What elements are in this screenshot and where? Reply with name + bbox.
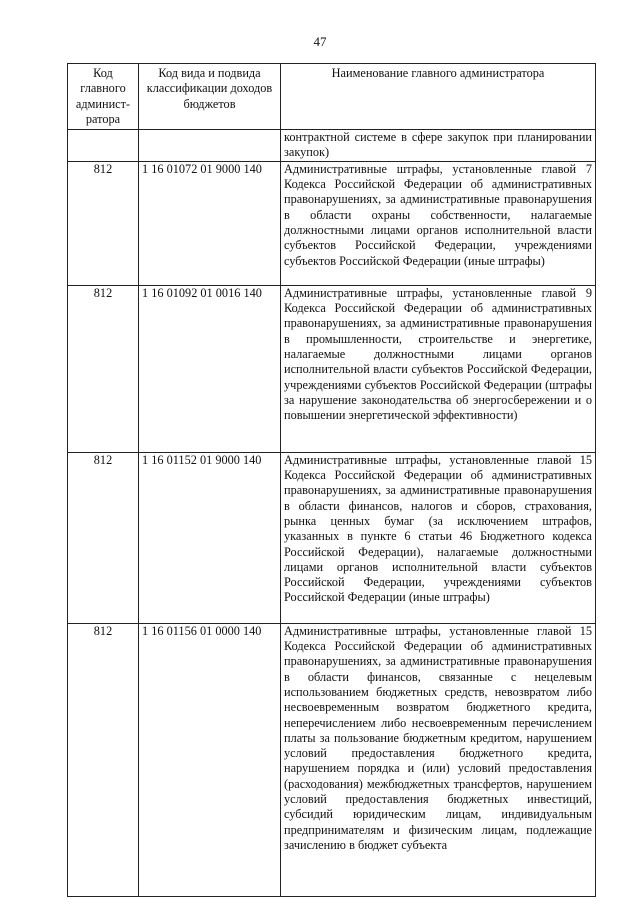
revenue-code-cell: 1 16 01152 01 9000 140 xyxy=(139,452,281,623)
revenue-code-cell: 1 16 01092 01 0016 140 xyxy=(139,285,281,452)
admin-name-cell: Административные штрафы, установленные главой 15 Кодекса Российской Федерации об административных правонарушениях, за административные правонарушения в области финансов, связанные с нецелевым использованием бюджетных средств, невозвратом либо несвоевременным возвратом бюджетного кредита, неперечислением либо несвоевременным перечислением платы за пользование бюджетным кредитом, нарушением условий предоставления бюджетного кредита, нарушением порядка и (или) условий предоставления (расходования) межбюджетных трансфертов, нарушением условий предоставления бюджетных инвестиций, субсидий юридическим лицам, индивидуальным предпринимателям и физическим лицам, подлежащие зачислению в бюджет субъекта xyxy=(281,623,596,896)
admin-code-cell: 812 xyxy=(68,452,139,623)
table-row xyxy=(68,452,596,623)
header-admin-code: Код главного админист-ратора xyxy=(68,64,139,130)
admin-code-cell: 812 xyxy=(68,285,139,452)
admin-code-cell xyxy=(68,130,139,162)
revenue-code-cell: 1 16 01072 01 9000 140 xyxy=(139,161,281,285)
table-row xyxy=(68,623,596,896)
admin-name-cell: Административные штрафы, установленные главой 9 Кодекса Российской Федерации об административных правонарушениях, за административные правонарушения в промышленности, строительстве и энергетике, налагаемые должностными лицами органов исполнительной власти субъектов Российской Федерации, учреждениями субъектов Российской Федерации (штрафы за нарушение законодательства об энергосбережении и о повышении энергетической эффективности) xyxy=(281,285,596,452)
page-number: 47 xyxy=(313,34,327,49)
admin-code-cell: 812 xyxy=(68,623,139,896)
table-row xyxy=(68,285,596,452)
table-row xyxy=(68,161,596,285)
admin-name-cell: Административные штрафы, установленные главой 15 Кодекса Российской Федерации об административных правонарушениях, за административные правонарушения в области финансов, налогов и сборов, страхования, рынка ценных бумаг (за исключением штрафов, указанных в пункте 6 статьи 46 Бюджетного кодекса Российской Федерации), налагаемые должностными лицами органов исполнительной власти субъектов Российской Федерации, учреждениями субъектов Российской Федерации (иные штрафы) xyxy=(281,452,596,623)
table-header-row xyxy=(68,64,596,130)
header-revenue-code: Код вида и подвида классификации доходов бюджетов xyxy=(139,64,281,130)
admin-name-cell: Административные штрафы, установленные главой 7 Кодекса Российской Федерации об административных правонарушениях, за административные правонарушения в области охраны собственности, налагаемые должностными лицами органов исполнительной власти субъектов Российской Федерации, учреждениями субъектов Российской Федерации (иные штрафы) xyxy=(281,161,596,285)
revenue-codes-table xyxy=(67,63,596,897)
revenue-code-cell: 1 16 01156 01 0000 140 xyxy=(139,623,281,896)
table-row xyxy=(68,130,596,162)
admin-name-cell: контрактной системе в сфере закупок при планировании закупок) xyxy=(281,130,596,162)
header-admin-name: Наименование главного администратора xyxy=(281,64,596,130)
revenue-code-cell xyxy=(139,130,281,162)
admin-code-cell: 812 xyxy=(68,161,139,285)
